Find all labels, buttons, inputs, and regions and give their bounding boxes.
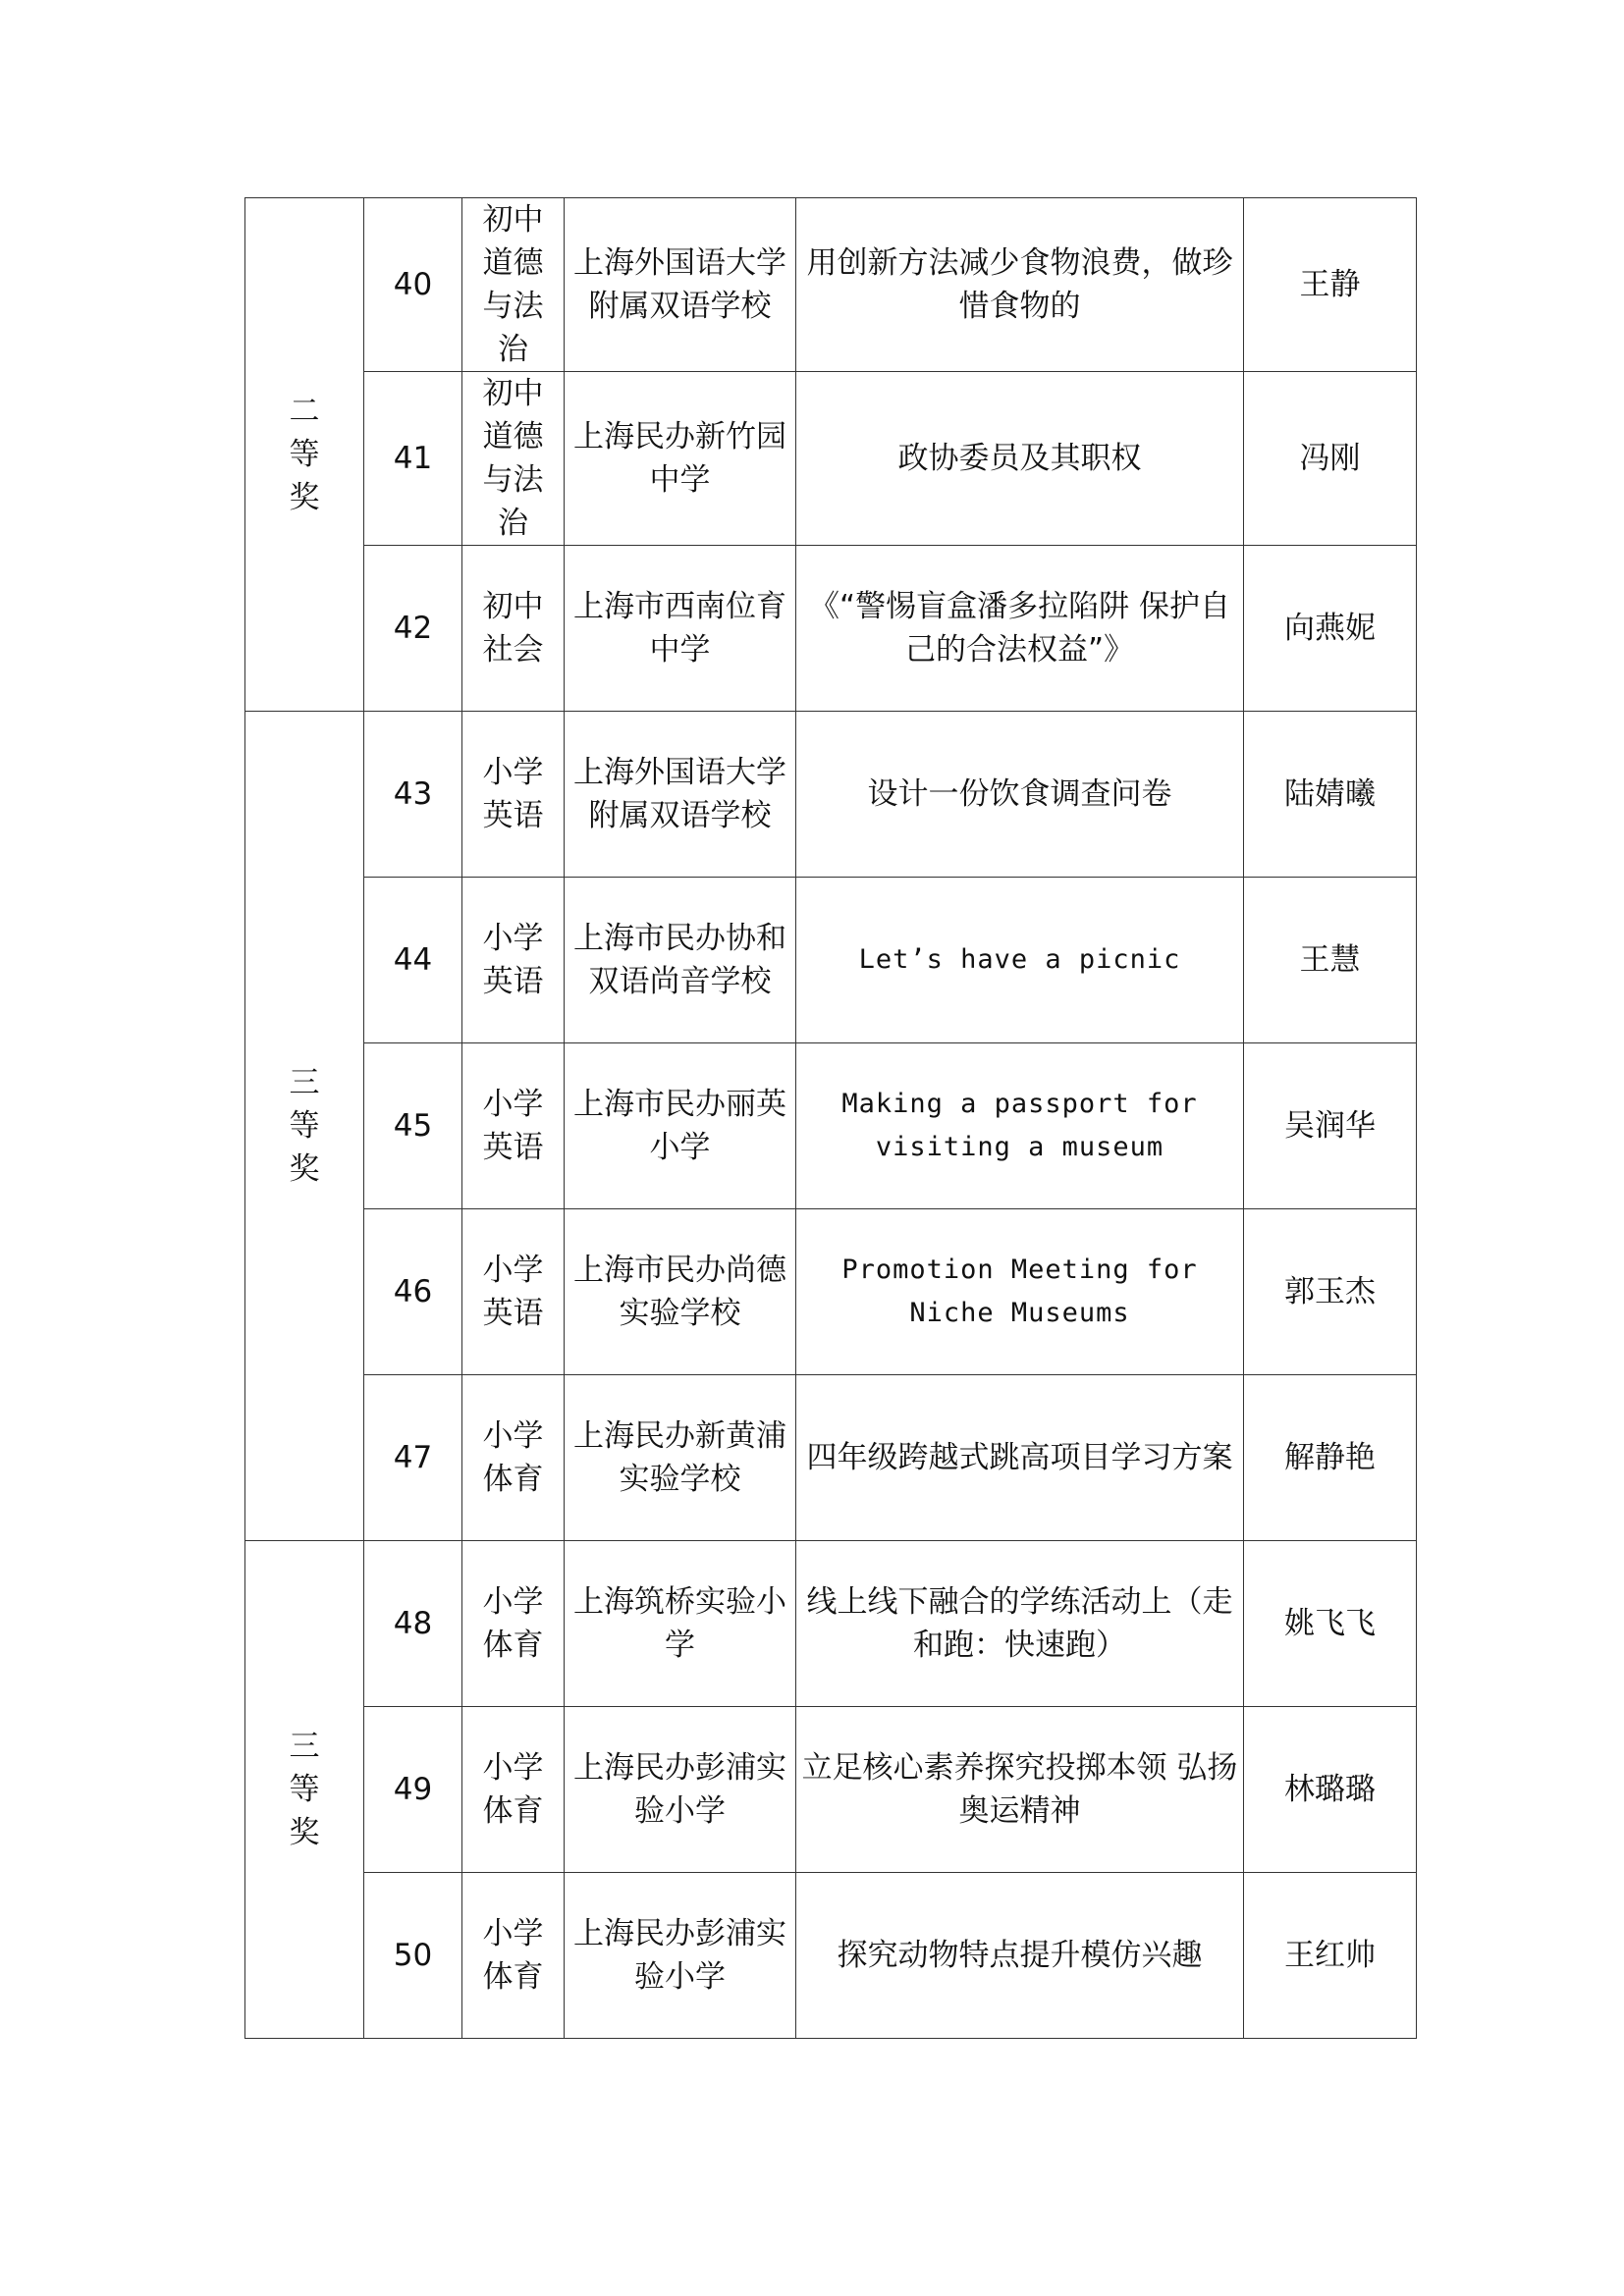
school-cell: 上海市民办尚德实验学校 (565, 1209, 796, 1375)
entry-number: 47 (364, 1375, 462, 1541)
project-title-cell: 《“警惕盲盒潘多拉陷阱 保护自己的合法权益”》 (796, 546, 1244, 712)
school-cell: 上海市民办丽英小学 (565, 1043, 796, 1209)
entry-number: 40 (364, 198, 462, 372)
prize-level-cell: 二等奖 (245, 198, 364, 712)
table-row (245, 1873, 1417, 2039)
prize-level-cell: 三等奖 (245, 1541, 364, 2039)
project-title-cell: 立足核心素养探究投掷本领 弘扬奥运精神 (796, 1707, 1244, 1873)
subject-cell: 初中道德与法治 (462, 372, 565, 546)
subject-cell: 小学英语 (462, 878, 565, 1043)
entry-number: 44 (364, 878, 462, 1043)
entry-number: 41 (364, 372, 462, 546)
table-row (245, 1209, 1417, 1375)
entry-number: 45 (364, 1043, 462, 1209)
table-row (245, 1541, 1417, 1707)
school-cell: 上海外国语大学附属双语学校 (565, 198, 796, 372)
teacher-name-cell: 解静艳 (1244, 1375, 1417, 1541)
teacher-name-cell: 郭玉杰 (1244, 1209, 1417, 1375)
table-row (245, 878, 1417, 1043)
subject-cell: 小学英语 (462, 1043, 565, 1209)
teacher-name-cell: 陆婧曦 (1244, 712, 1417, 878)
teacher-name-cell: 吴润华 (1244, 1043, 1417, 1209)
subject-cell: 初中社会 (462, 546, 565, 712)
project-title-cell: 设计一份饮食调查问卷 (796, 712, 1244, 878)
subject-cell: 初中道德与法治 (462, 198, 565, 372)
prize-level-cell: 三等奖 (245, 712, 364, 1541)
school-cell: 上海外国语大学附属双语学校 (565, 712, 796, 878)
project-title-cell: 四年级跨越式跳高项目学习方案 (796, 1375, 1244, 1541)
school-cell: 上海市西南位育中学 (565, 546, 796, 712)
school-cell: 上海筑桥实验小学 (565, 1541, 796, 1707)
project-title-cell: Promotion Meeting for Niche Museums (796, 1209, 1244, 1375)
project-title-cell: 用创新方法减少食物浪费，做珍惜食物的 (796, 198, 1244, 372)
project-title-cell: Making a passport for visiting a museum (796, 1043, 1244, 1209)
entry-number: 49 (364, 1707, 462, 1873)
entry-number: 50 (364, 1873, 462, 2039)
teacher-name-cell: 姚飞飞 (1244, 1541, 1417, 1707)
table-row (245, 546, 1417, 712)
teacher-name-cell: 向燕妮 (1244, 546, 1417, 712)
awards-table (244, 197, 1417, 2039)
table-row (245, 372, 1417, 546)
subject-cell: 小学英语 (462, 1209, 565, 1375)
table-row (245, 1707, 1417, 1873)
table-row (245, 198, 1417, 372)
teacher-name-cell: 冯刚 (1244, 372, 1417, 546)
table-row (245, 1375, 1417, 1541)
school-cell: 上海民办彭浦实验小学 (565, 1873, 796, 2039)
table-row (245, 1043, 1417, 1209)
entry-number: 48 (364, 1541, 462, 1707)
teacher-name-cell: 林璐璐 (1244, 1707, 1417, 1873)
teacher-name-cell: 王红帅 (1244, 1873, 1417, 2039)
school-cell: 上海民办彭浦实验小学 (565, 1707, 796, 1873)
project-title-cell: Let’s have a picnic (796, 878, 1244, 1043)
entry-number: 46 (364, 1209, 462, 1375)
subject-cell: 小学体育 (462, 1873, 565, 2039)
teacher-name-cell: 王静 (1244, 198, 1417, 372)
entry-number: 43 (364, 712, 462, 878)
table-row (245, 712, 1417, 878)
school-cell: 上海市民办协和双语尚音学校 (565, 878, 796, 1043)
school-cell: 上海民办新竹园中学 (565, 372, 796, 546)
entry-number: 42 (364, 546, 462, 712)
subject-cell: 小学英语 (462, 712, 565, 878)
subject-cell: 小学体育 (462, 1541, 565, 1707)
school-cell: 上海民办新黄浦实验学校 (565, 1375, 796, 1541)
project-title-cell: 线上线下融合的学练活动上（走和跑：快速跑） (796, 1541, 1244, 1707)
subject-cell: 小学体育 (462, 1707, 565, 1873)
project-title-cell: 政协委员及其职权 (796, 372, 1244, 546)
teacher-name-cell: 王慧 (1244, 878, 1417, 1043)
subject-cell: 小学体育 (462, 1375, 565, 1541)
project-title-cell: 探究动物特点提升模仿兴趣 (796, 1873, 1244, 2039)
